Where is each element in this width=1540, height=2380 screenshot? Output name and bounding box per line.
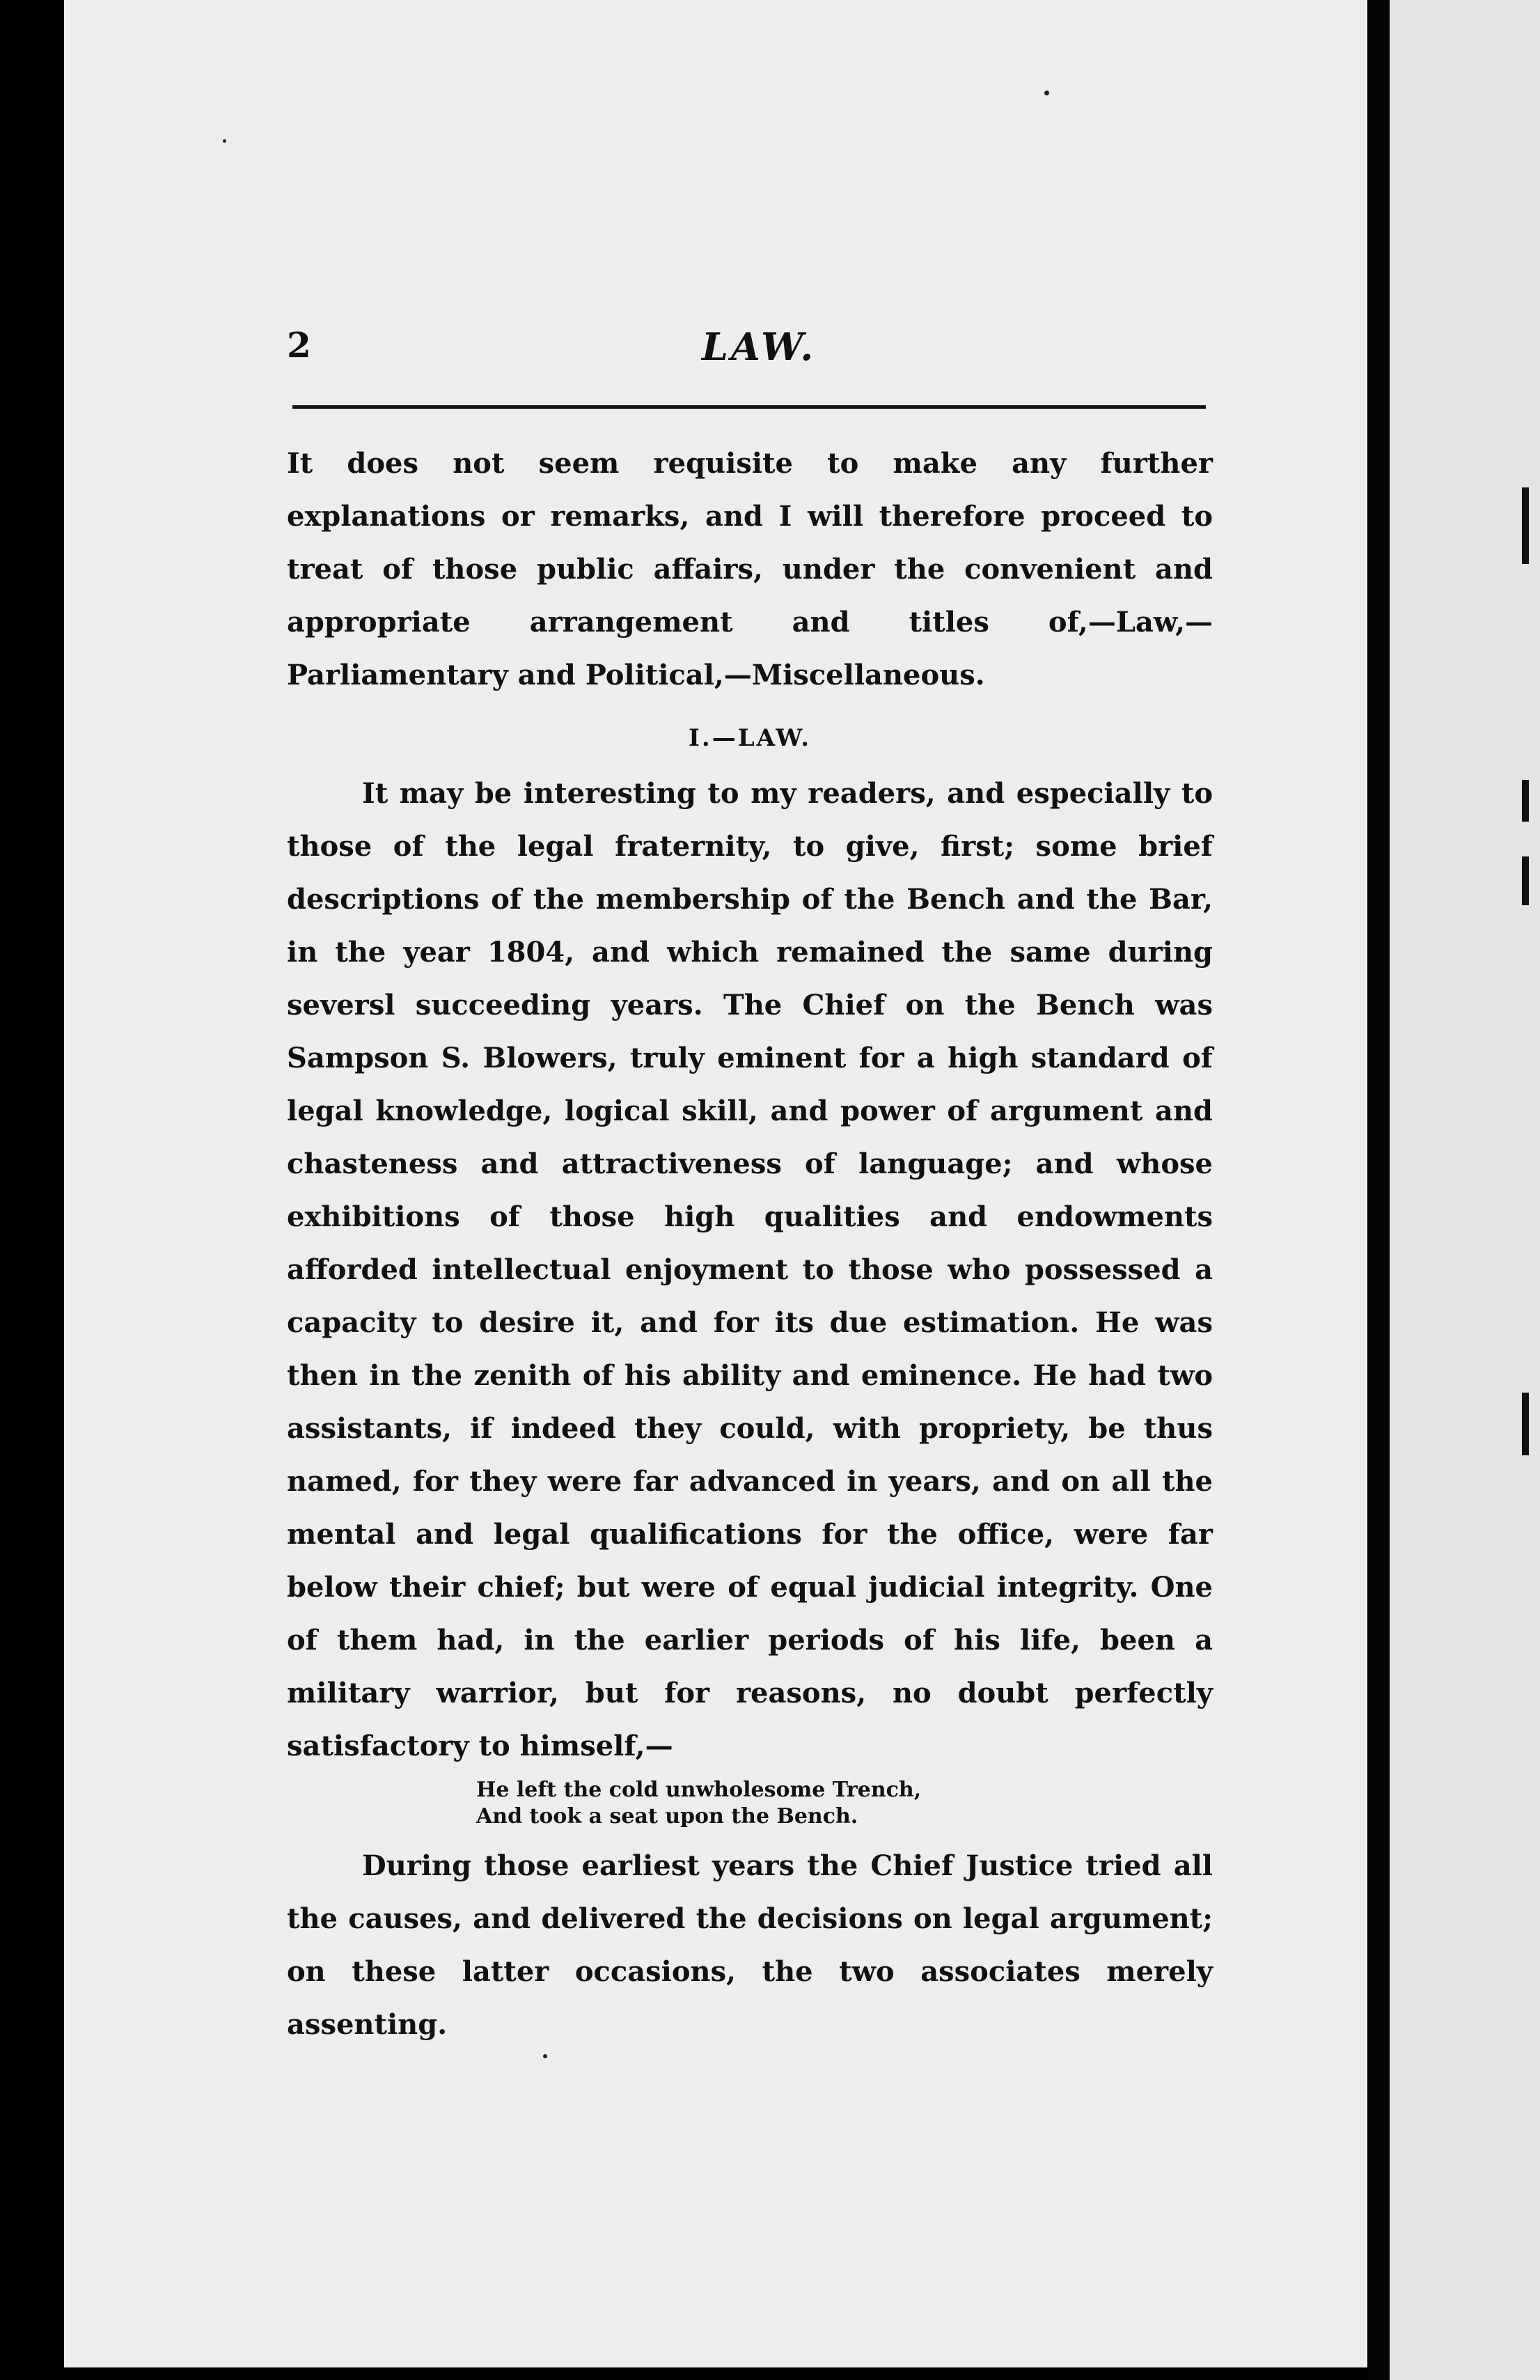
paper-speck: [1044, 91, 1049, 95]
page-number: 2: [287, 324, 311, 366]
verse-quotation: [476, 1777, 1213, 1830]
facing-page-ink-mark: [1522, 487, 1529, 564]
facing-page-ink-mark: [1522, 1393, 1529, 1455]
running-head: [287, 324, 1220, 380]
section-heading: I.—LAW.: [688, 724, 812, 752]
facing-page-edge: [1390, 0, 1540, 2380]
paragraph-chief-justice: During those earliest years the Chief Justice tried all the causes, and delivered the decisions on legal argument; on these latter occasions, the two associates merely assenting.: [287, 1849, 1213, 2041]
paragraph-bench-and-bar: It may be interesting to my readers, and especially to those of the legal fraternity, to give, first; some brief descriptions of the membership of the Bench and the Bar, in the year 1804, and which remained the same during seversl succeeding years. The Chief on the Bench was Sampson S. Blowers, truly eminent for a high standard of legal knowledge, logical skill, and power of argument and chasteness and attractiveness of language; and whose exhibitions of those high qualities and endowments afforded intellectual enjoyment to those who possessed a capacity to desire it, and for its due estimation. He was then in the zenith of his ability and eminence. He had two assistants, if indeed they could, with propriety, be thus named, for they were far advanced in years, and on all the mental and legal qualifications for the office, were far below their chief; but were of equal judicial integrity. One of them had, in the earlier periods of his life, been a military warrior, but for reasons, no doubt perfectly satisfactory to himself,—: [287, 777, 1213, 1762]
verse-line: And took a seat upon the Bench.: [476, 1804, 858, 1829]
header-rule: [292, 405, 1206, 409]
verse-line: He left the cold unwholesome Trench,: [476, 1778, 922, 1802]
facing-page-ink-mark: [1522, 856, 1529, 905]
paper-speck: [223, 139, 226, 143]
intro-paragraph: It does not seem requisite to make any further explanations or remarks, and I will therefore proceed to treat of those public affairs, under the convenient and appropriate arrangement and titles of,—Law,—Parliamentary and Political,—Miscellaneous.: [287, 447, 1213, 691]
body-text: [287, 437, 1213, 2051]
paper-speck: [543, 2054, 547, 2058]
page-gutter: [1367, 0, 1390, 2380]
facing-page-ink-mark: [1522, 780, 1529, 822]
running-title: LAW.: [702, 324, 817, 369]
